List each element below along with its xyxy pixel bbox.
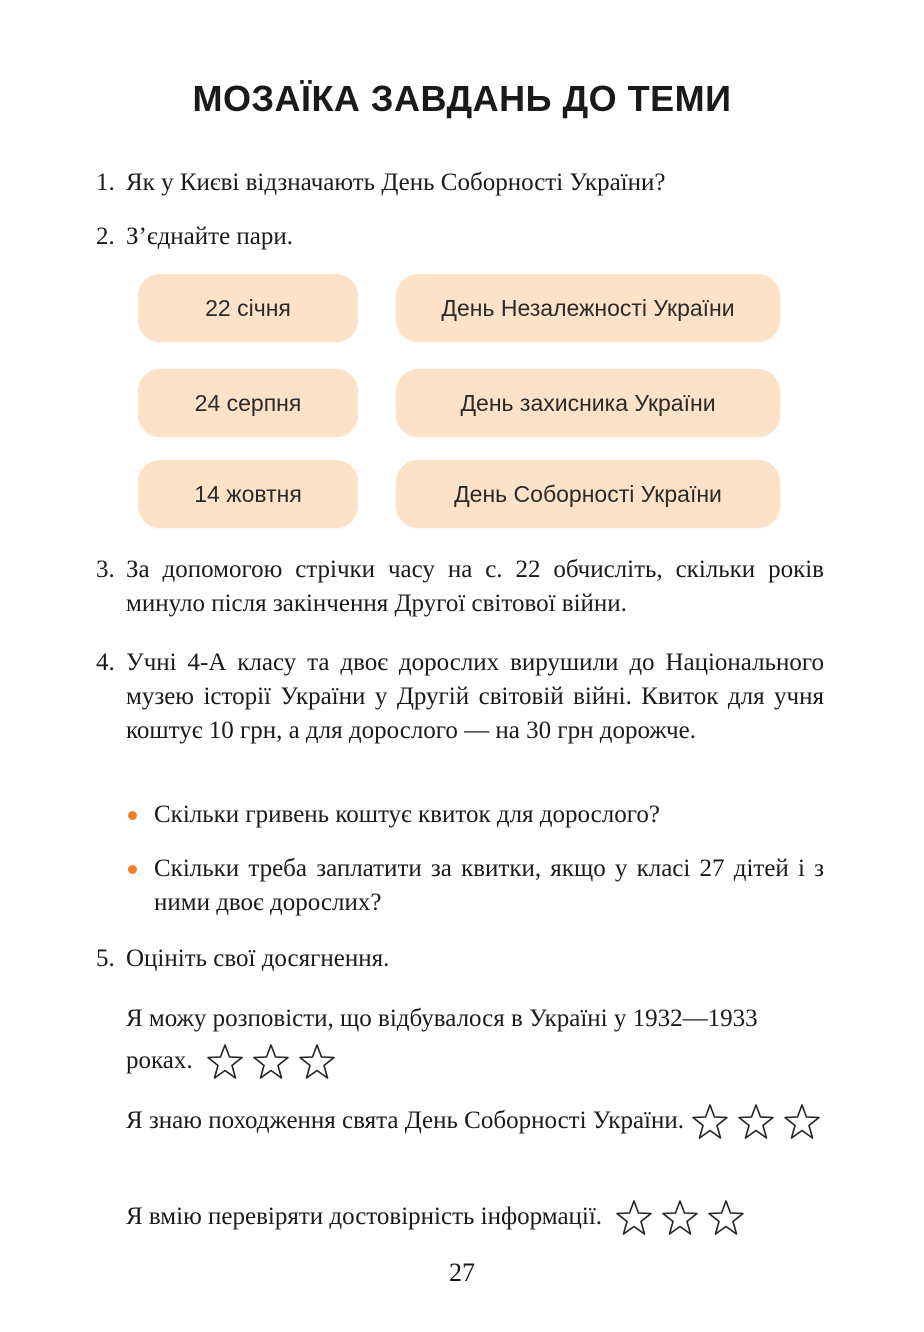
question-text: Як у Києві відзначають День Соборності України? <box>126 169 666 196</box>
question-text: За допомогою стрічки часу на с. 22 обчисліть, скільки років минуло після закінчення Другої світової війни. <box>126 556 824 617</box>
star-outline-icon[interactable] <box>205 1042 245 1082</box>
question-5 <box>96 942 824 976</box>
star-rating[interactable] <box>690 1102 822 1142</box>
question-2 <box>96 220 824 254</box>
pair-holiday-card[interactable]: День Незалежності України <box>396 274 780 342</box>
star-outline-icon[interactable] <box>706 1198 746 1238</box>
bullet-icon <box>128 865 137 874</box>
page-number: 27 <box>449 1258 475 1287</box>
question-number: 3. <box>96 556 115 583</box>
list-item <box>128 798 824 832</box>
pair-date-card[interactable]: 24 серпня <box>138 369 358 437</box>
star-outline-icon[interactable] <box>736 1102 776 1142</box>
bullet-text: Скільки гривень коштує квиток для дорослого? <box>154 801 660 828</box>
star-outline-icon[interactable] <box>297 1042 337 1082</box>
star-rating[interactable] <box>205 1042 337 1082</box>
self-assessment-item <box>126 998 824 1082</box>
pair-date-card[interactable]: 14 жовтня <box>138 460 358 528</box>
bullet-text: Скільки треба заплатити за квитки, якщо у класі 27 дітей і з ними двоє дорослих? <box>154 855 824 916</box>
question-number: 5. <box>96 945 115 972</box>
question-number: 4. <box>96 649 115 676</box>
list-item <box>128 852 824 920</box>
assessment-text: Я знаю походження свята День Соборності України. <box>126 1107 684 1134</box>
star-outline-icon[interactable] <box>614 1198 654 1238</box>
question-4 <box>96 646 824 748</box>
question-1 <box>96 166 824 200</box>
question-number: 2. <box>96 223 115 250</box>
self-assessment-item <box>126 1100 824 1142</box>
question-text: Учні 4-А класу та двоє дорослих вирушили до Національного музею історії України у Другій світовій війні. Квиток для учня коштує 10 грн, а для дорослого — на 30 грн дорожче. <box>126 649 824 744</box>
question-number: 1. <box>96 169 115 196</box>
star-outline-icon[interactable] <box>782 1102 822 1142</box>
star-outline-icon[interactable] <box>690 1102 730 1142</box>
page-title: МОЗАЇКА ЗАВДАНЬ ДО ТЕМИ <box>192 78 732 119</box>
bullet-icon <box>128 811 137 820</box>
question-text: Оцініть свої досягнення. <box>126 945 390 972</box>
pair-holiday-card[interactable]: День захисника України <box>396 369 780 437</box>
star-outline-icon[interactable] <box>660 1198 700 1238</box>
star-rating[interactable] <box>614 1198 746 1238</box>
question-text: З’єднайте пари. <box>126 223 294 250</box>
question-3 <box>96 553 824 621</box>
self-assessment-item <box>126 1196 824 1238</box>
star-outline-icon[interactable] <box>251 1042 291 1082</box>
assessment-text: Я вмію перевіряти достовірність інформації. <box>126 1203 603 1230</box>
pair-holiday-card[interactable]: День Соборності України <box>396 460 780 528</box>
assessment-text: Я можу розповісти, що відбувалося в Україні у 1932—1933 роках. <box>126 1005 758 1074</box>
pair-date-card[interactable]: 22 січня <box>138 274 358 342</box>
